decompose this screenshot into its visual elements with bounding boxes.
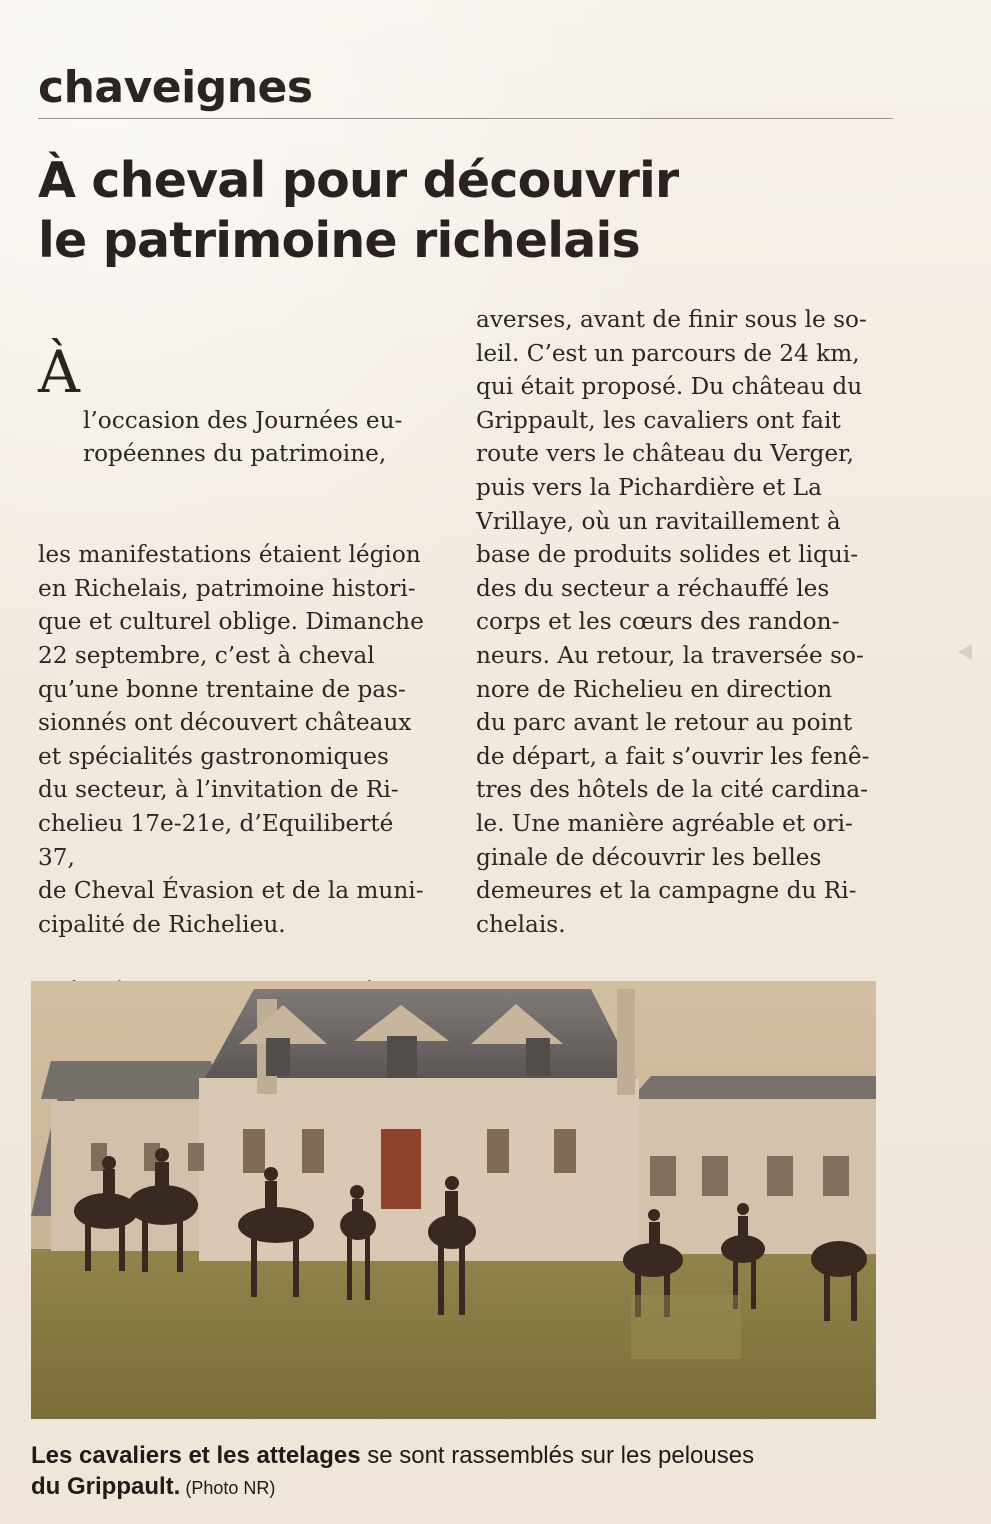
article-column-right: averses, avant de finir sous le so- leil. C’est un parcours de 24 km, qui était proposé. Du château du Grippault, les cavaliers ont fait route vers le château du Verger, puis vers la Pichardière et La Vrillaye, où un ravitaillement à base de produits solides et liqui- des du secteur a réchauffé les corps et les cœurs des randon- neurs. Au retour, la traversée so- nore de Richelieu en direction du parc avant le retour au point de départ, a fait s’ouvrir les fenê- tres des hôtels de la cité cardina- le. Une manière agréable et ori- ginale de découvrir les belles demeures et la campagne du Ri- chelais. [476,306,870,938]
caption-strong-text: Les cavaliers et les attelages [31,1442,361,1469]
lead-text-intro: l’occasion des Journées eu- ropéennes du patrimoine, [83,406,403,468]
page-edge-marker [958,644,972,660]
photo-caption [31,1440,891,1504]
lead-paragraph [38,337,430,505]
left-body-text: les manifestations étaient légion en Richelais, patrimoine histori- que et culturel oblige. Dimanche 22 septembre, c’est à cheval qu’une bonne trentaine de pas- sionnés ont découvert châteaux et spécialités gastronomiques du secteur, à l’invitation de Ri- chelieu 17e-21e, d’Equiliberté 37, de Cheval Évasion et de la muni- cipalité de Richelieu. [38,541,424,938]
headline-line-2: le patrimoine richelais [38,212,640,269]
article-photo [31,981,876,1419]
section-rubric: chaveignes [38,62,313,113]
caption-place-text: du Grippault. [31,1473,181,1500]
headline-line-1: À cheval pour découvrir [38,152,679,209]
chateau-photo-illustration [31,981,876,1419]
drop-cap: À [38,337,80,406]
photo-credit: (Photo NR) [180,1478,276,1498]
article-headline [38,151,798,271]
section-divider [38,118,893,119]
caption-normal-text: se sont rassemblés sur les pelouses [360,1442,755,1469]
